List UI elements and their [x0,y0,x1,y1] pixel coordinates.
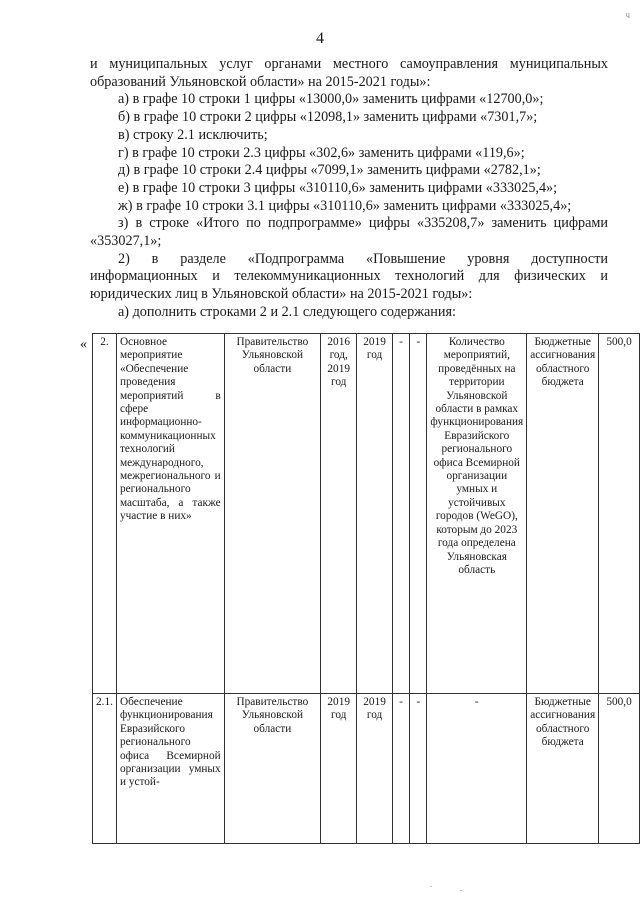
cell-start-period: 2019 год [321,694,357,844]
cell-number: 2. [93,334,117,694]
cell-dash: - [410,334,427,694]
amendment-item: ж) в графе 10 строки 3.1 цифры «310110,6» заменить цифрами «333025,4»; [118,197,572,214]
scan-mark: . [430,880,432,889]
cell-amount: 500,0 [599,694,640,844]
section-2-item-a: а) дополнить строками 2 и 2.1 следующего содержания: [118,303,456,320]
table-row [93,694,640,844]
amendment-item: е) в графе 10 строки 3 цифры «310110,6» заменить цифрами «333025,4»; [118,179,558,196]
cell-indicator: Количество мероприятий, проведённых на территории Ульяновской области в рамках функционирования Евразийского регионального офиса Всемирной организации умных и устойчивых городов (WeGO), которым до 2023 года определена Ульяновская область [427,334,527,694]
cell-activity-name: Обеспечение функционирования Евразийского регионального офиса Всемирной организации умных и устой- [116,694,224,844]
cell-end-period: 2019 год [357,334,392,694]
cell-funding-source: Бюджетные ассигнования областного бюджета [527,694,599,844]
cell-indicator: - [427,694,527,844]
opening-quote-mark: « [80,337,87,352]
cell-executor: Правительство Ульяновской области [224,694,320,844]
amendment-item: д) в графе 10 строки 2.4 цифры «7099,1» заменить цифрами «2782,1»; [118,162,541,179]
amendment-item: г) в графе 10 строки 2.3 цифры «302,6» заменить цифрами «119,6»; [118,144,525,161]
amendment-item: б) в графе 10 строки 2 цифры «12098,1» заменить цифрами «7301,7»; [118,109,538,126]
cell-end-period: 2019 год [357,694,392,844]
scan-mark: . [460,884,462,893]
cell-dash: - [392,694,409,844]
cell-dash: - [392,334,409,694]
cell-activity-name: Основное мероприятие «Обеспечение проведения мероприятий в сфере информационно-коммуникационных технологий международного, межрегионального и регионального масштаба, а также участие в них» [116,334,224,694]
corner-mark: ч [625,10,630,20]
cell-dash: - [410,694,427,844]
cell-start-period: 2016 год, 2019 год [321,334,357,694]
intro-paragraph: и муниципальных услуг органами местного самоуправления муниципальных образований Ульяновской области» на 2015-2021 годы»: [90,56,608,90]
cell-executor: Правительство Ульяновской области [224,334,320,694]
cell-number: 2.1. [93,694,117,844]
amendment-item: з) в строке «Итого по подпрограмме» цифры «335208,7» заменить цифрами «353027,1»; [90,215,608,250]
cell-amount: 500,0 [599,334,640,694]
document-body [90,56,608,322]
table-row [93,334,640,694]
amendment-item: в) строку 2.1 исключить; [118,126,268,143]
amendment-table [92,333,640,844]
section-2-paragraph: 2) в разделе «Подпрограмма «Повышение уровня доступности информационных и телекоммуникационных технологий для физических и юридических лиц в Ульяновской области» на 2015-2021 годы»: [90,250,608,303]
amendment-item: а) в графе 10 строки 1 цифры «13000,0» заменить цифрами «12700,0»; [118,91,544,108]
page-number: 4 [316,30,324,47]
cell-funding-source: Бюджетные ассигнования областного бюджета [527,334,599,694]
